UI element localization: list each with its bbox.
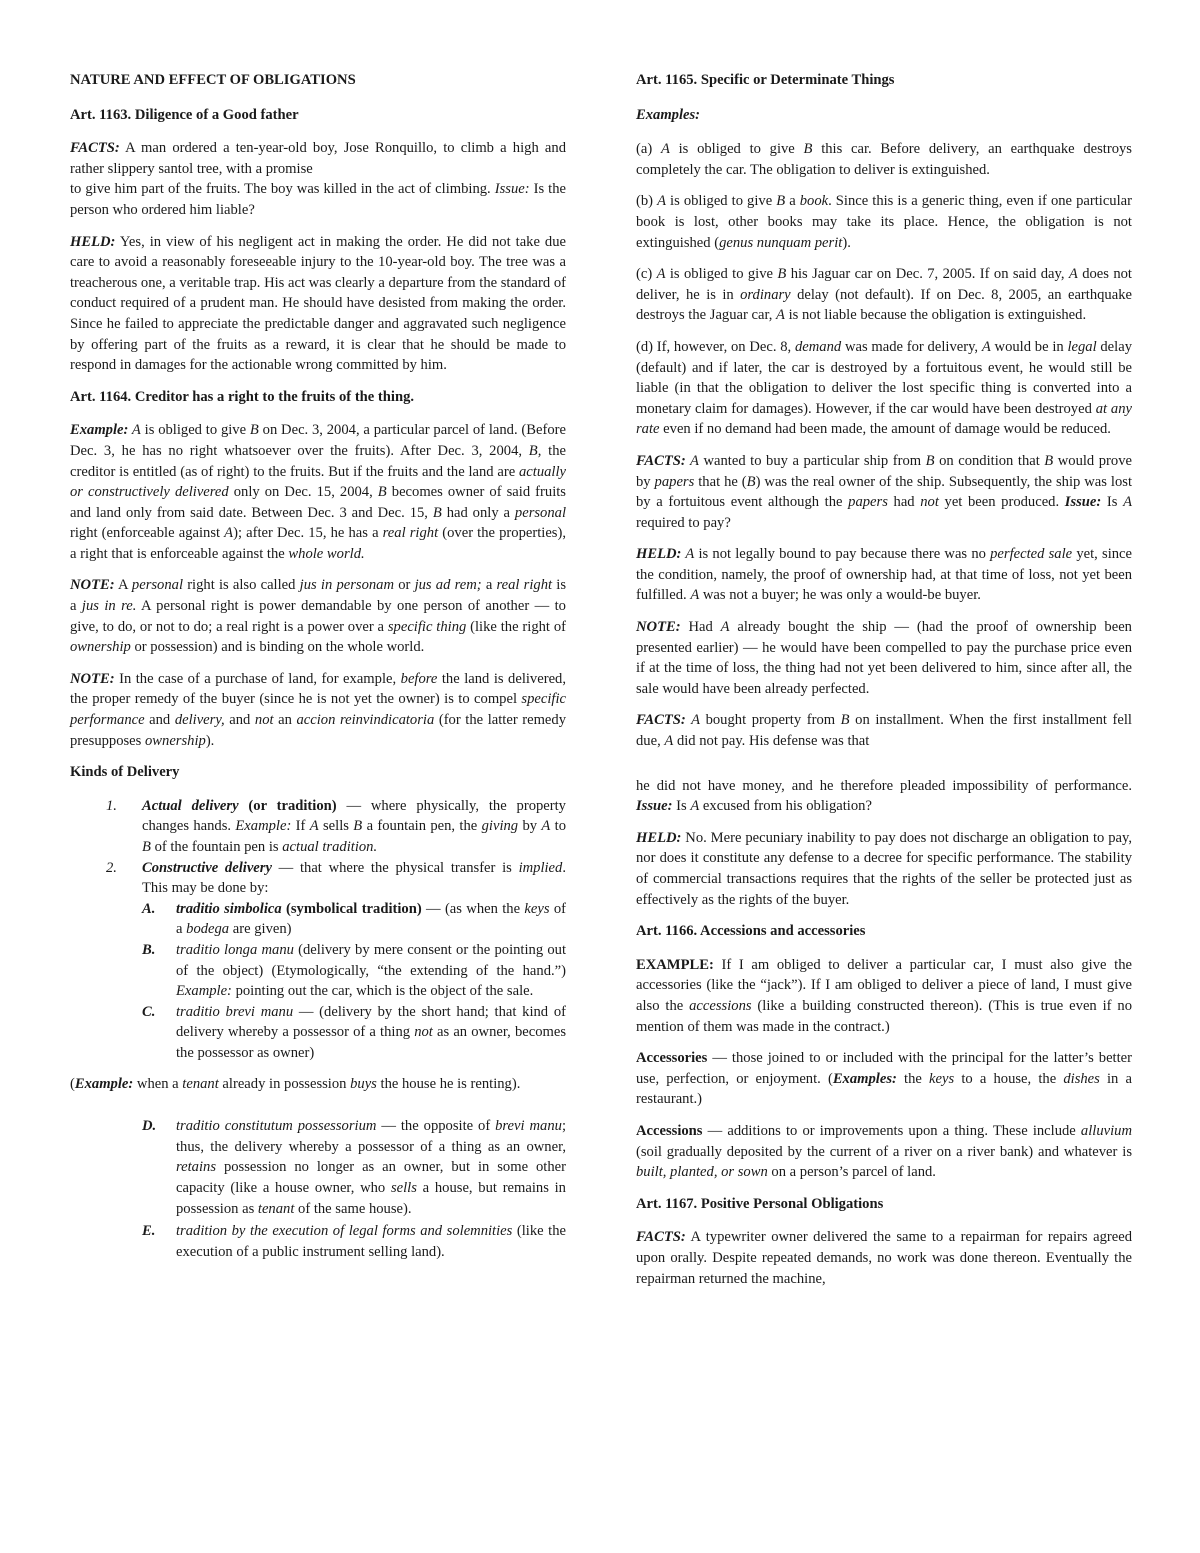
- accessories-definition: Accessories — those joined to or included with the principal for the latter’s better use, perfection, or enjoyment. (Examples: the keys to a house, the dishes in a restaurant.): [636, 1050, 1132, 1108]
- installment-facts: FACTS: A bought property from B on installment. When the first installment fell due, A did not pay. His defense was that: [636, 712, 1132, 750]
- example-c: (c) A is obliged to give B his Jaguar car on Dec. 7, 2005. If on said day, A does not deliver, he is in ordinary delay (not default). If on Dec. 8, 2005, an earthquake destroys the Jaguar car, A is not liable because the obligation is extinguished.: [636, 266, 1132, 324]
- list-item: C. traditio brevi manu — (delivery by the short hand; that kind of delivery whereby a possessor of a thing not as an owner, becomes the possessor as owner): [142, 1003, 566, 1061]
- facts-label: FACTS:: [70, 140, 120, 157]
- example-b: (b) A is obliged to give B a book. Since this is a generic thing, even if one particular book is lost, other books may take its place. Hence, the obligation is not extinguished (genus nunquam perit).: [636, 193, 1132, 251]
- art-1164-example: Example: A is obliged to give B on Dec. 3, 2004, a particular parcel of land. (Before Dec. 3, he has no right whatsoever over the fruits). After Dec. 3, 2004, B, the creditor is entitled (as of right) to the fruits. But if the fruits and the land are actually or constructively delivered only on Dec. 15, 2004, B becomes owner of said fruits and land only from said date. Between Dec. 3 and Dec. 15, B had only a personal right (enforceable against A); after Dec. 15, he has a real right (over the properties), a right that is enforceable against the whole world.: [70, 422, 566, 562]
- note-personal-right: NOTE: A personal right is also called jus in personam or jus ad rem; a real right is a jus in re. A personal right is power demandable by one person of another — to give, to do, or not to do; a real right is a power over a specific thing (like the right of ownership or possession) and is binding on the whole world.: [70, 577, 567, 656]
- installment-held: HELD: No. Mere pecuniary inability to pay does not discharge an obligation to pay, nor does it constitute any defense to a decree for specific performance. The stability of commercial transactions requires that the rights of the seller be protected just as effectively as the rights of the buyer.: [636, 829, 1132, 908]
- document-title: NATURE AND EFFECT OF OBLIGATIONS: [70, 72, 356, 88]
- kinds-of-delivery-heading: Kinds of Delivery: [70, 764, 180, 781]
- tenant-example: (Example: when a tenant already in possession buys the house he is renting).: [70, 1075, 521, 1092]
- list-item: D. traditio constitutum possessorium — the opposite of brevi manu; thus, the delivery whereby a possessor of a thing as an owner, retains possession no longer as an owner, but in some other capacity (like a house owner, who sells a house, but remains in possession as tenant of the same house).: [142, 1118, 566, 1217]
- list-item: E. tradition by the execution of legal forms and solemnities (like the execution of a public instrument selling land).: [142, 1223, 566, 1260]
- list-item: B. traditio longa manu (delivery by mere consent or the pointing out of the object) (Etymologically, “the extending of the hand.”) Example: pointing out the car, which is the object of the sale.: [142, 941, 567, 1000]
- art-1165-heading: Art. 1165. Specific or Determinate Things: [636, 72, 895, 88]
- list-item: A. traditio simbolica (symbolical tradition) — (as when the keys of a bodega are given): [142, 900, 567, 938]
- art-1167-facts: FACTS: A typewriter owner delivered the same to a repairman for repairs agreed upon orally. Despite repeated demands, no work was done thereon. Eventually the repairman returned the machine,: [636, 1229, 1132, 1287]
- right-column: [636, 70, 1132, 1300]
- ship-held: HELD: A is not legally bound to pay because there was no perfected sale yet, since the condition, namely, the proof of ownership had, at that time of loss, not yet been fulfilled. A was not a buyer; he was only a would-be buyer.: [636, 546, 1133, 604]
- art-1167-heading: Art. 1167. Positive Personal Obligations: [636, 1195, 884, 1212]
- list-item: 2. Constructive delivery — that where the physical transfer is implied. This may be done by:: [106, 859, 566, 897]
- art-1166-heading: Art. 1166. Accessions and accessories: [636, 923, 866, 940]
- accessions-definition: Accessions — additions to or improvements upon a thing. These include alluvium (soil gradually deposited by the current of a river on a river bank) and whatever is built, planted, or sown on a person’s parcel of land.: [636, 1122, 1132, 1181]
- art-1163-facts-cont: to give him part of the fruits. The boy was killed in the act of climbing. Issue: Is the person who ordered him liable?: [70, 181, 566, 218]
- left-column: [70, 70, 566, 1262]
- art-1166-example: EXAMPLE: If I am obliged to deliver a particular car, I must also give the accessories (like the “jack”). If I am obliged to deliver a piece of land, I must give also the accessions (like a building constructed thereon). (This is true even if no mention of them was made in the contract.): [636, 956, 1133, 1035]
- held-label: HELD:: [70, 233, 116, 250]
- example-a: (a) A is obliged to give B this car. Before delivery, an earthquake destroys completely the car. The obligation to deliver is extinguished.: [636, 141, 1132, 178]
- ship-note: NOTE: Had A already bought the ship — (had the proof of ownership been presented earlier) — he would have been compelled to pay the purchase price even if at the time of loss, the thing had not yet been delivered to him, since after all, the sale would have been already perfected.: [636, 619, 1132, 697]
- ship-facts: FACTS: A wanted to buy a particular ship from B on condition that B would prove by papers that he (B) was the real owner of the ship. Subsequently, the ship was lost by a fortuitous event although the papers had not yet been produced. Issue: Is A required to pay?: [636, 452, 1132, 531]
- kinds-of-delivery-list: [70, 796, 566, 1064]
- note-purchase-of-land: NOTE: In the case of a purchase of land, for example, before the land is delivered, the proper remedy of the buyer (since he is not yet the owner) is to compel specific performance and delivery, and not an accion reinvindicatoria (for the latter remedy presupposes ownership).: [70, 670, 567, 749]
- art-1163-heading: Art. 1163. Diligence of a Good father: [70, 106, 299, 123]
- examples-label: Examples:: [636, 106, 701, 123]
- example-d: (d) If, however, on Dec. 8, demand was made for delivery, A would be in legal delay (default) and if later, the car is destroyed by a fortuitous event, he would still be liable (in that the obligation to deliver the lost specific thing is converted into a monetary claim for damages). However, if the car would have been destroyed at any rate even if no demand had been made, the amount of damage would be reduced.: [636, 338, 1132, 438]
- list-item: 1. Actual delivery (or tradition) — where physically, the property changes hands. Example: If A sells B a fountain pen, the giving by A to B of the fountain pen is actual tradition.: [106, 797, 567, 855]
- installment-facts-cont: he did not have money, and he therefore pleaded impossibility of performance. Issue: Is A excused from his obligation?: [636, 777, 1132, 815]
- art-1164-heading: Art. 1164. Creditor has a right to the fruits of the thing.: [70, 388, 415, 405]
- art-1163-facts: FACTS: A man ordered a ten-year-old boy, Jose Ronquillo, to climb a high and rather slippery santol tree, with a promise: [70, 140, 566, 177]
- art-1163-held: HELD: Yes, in view of his negligent act in making the order. He did not take due care to avoid a reasonably foreseeable injury to the 10-year-old boy. The tree was a treacherous one, a veritable trap. His act was clearly a departure from the standard of conduct required of a prudent man. He should have desisted from making the order. Since he failed to appreciate the predictable danger and aggravated such negligence by offering part of the fruits as a reward, it is clear that he should be made to respond in damages for the actionable wrong committed by him.: [70, 233, 566, 374]
